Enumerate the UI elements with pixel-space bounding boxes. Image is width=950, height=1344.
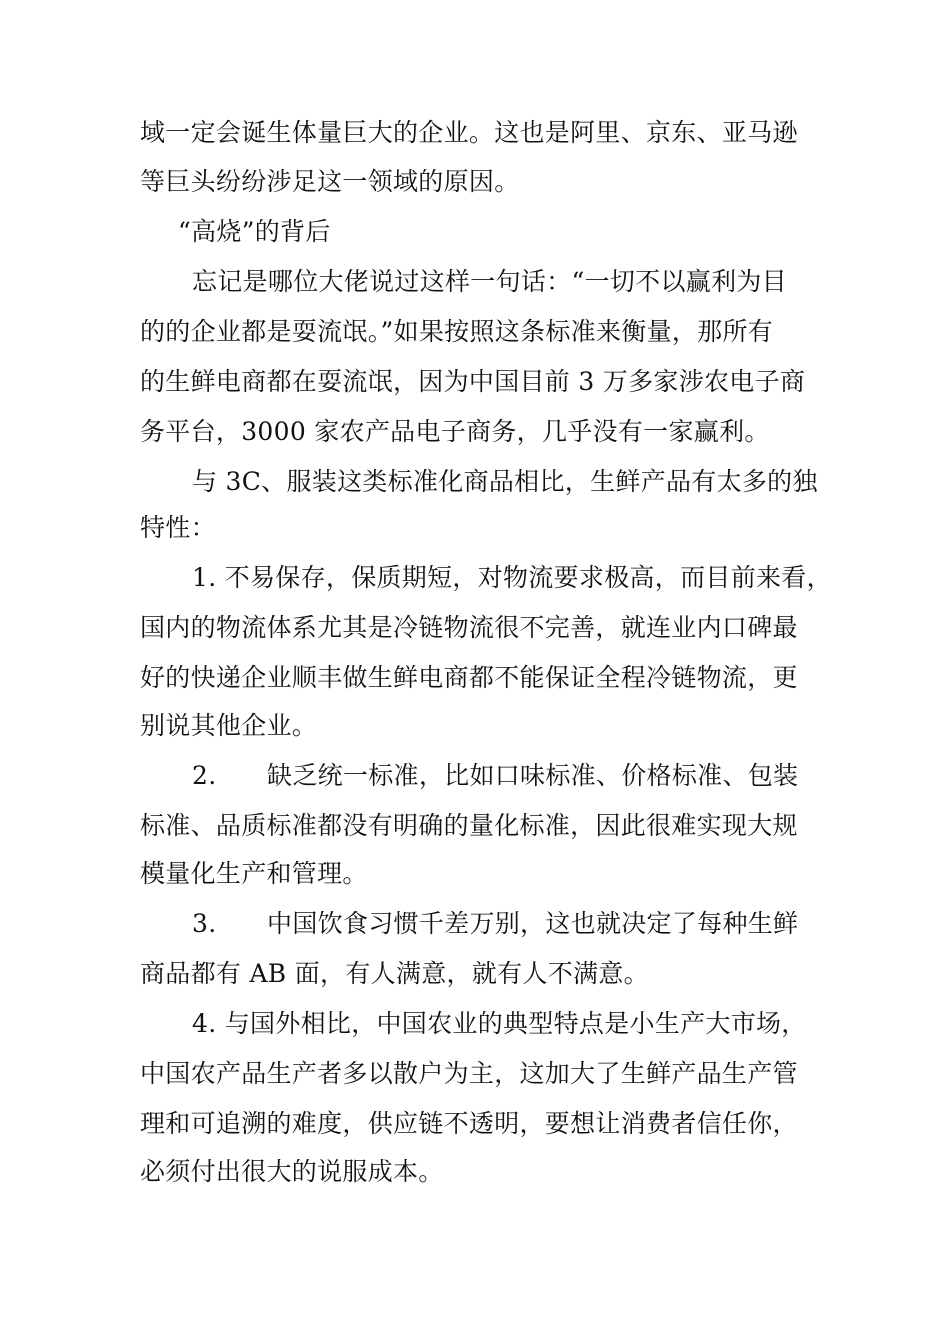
list-item-1: 1. 不易保存，保质期短，对物流要求极高，而目前来看， [192,563,832,592]
text-line: 中国农产品生产者多以散户为主，这加大了生鲜产品生产管 [140,1059,798,1088]
text-line: 别说其他企业。 [140,711,318,740]
text-line: 的的企业都是耍流氓。”如果按照这条标准来衡量，那所有 [140,317,774,346]
text-line: 理和可追溯的难度，供应链不透明，要想让消费者信任你， [140,1109,798,1138]
text-line: 与 3C、服装这类标准化商品相比，生鲜产品有太多的独 [192,467,818,496]
list-item-4: 4. 与国外相比，中国农业的典型特点是小生产大市场， [192,1009,807,1038]
list-item-2: 2. 缺乏统一标准，比如口味标准、价格标准、包装 [192,761,799,790]
text-line: 等巨头纷纷涉足这一领域的原因。 [140,167,520,196]
text-line: 模量化生产和管理。 [140,859,368,888]
text-line: 国内的物流体系尤其是冷链物流很不完善，就连业内口碑最 [140,613,798,642]
list-item-3: 3. 中国饮食习惯千差万别，这也就决定了每种生鲜 [192,909,799,938]
text-line: 标准、品质标准都没有明确的量化标准，因此很难实现大规 [140,811,798,840]
text-line: 的生鲜电商都在耍流氓，因为中国目前 3 万多家涉农电子商 [140,367,806,396]
text-line: 商品都有 AB 面，有人满意，就有人不满意。 [140,959,649,988]
text-line: 必须付出很大的说服成本。 [140,1157,444,1186]
section-heading: “高烧”的背后 [178,217,331,246]
text-line: 特性： [140,513,216,542]
text-line: 好的快递企业顺丰做生鲜电商都不能保证全程冷链物流，更 [140,663,798,692]
text-line: 忘记是哪位大佬说过这样一句话：“一切不以赢利为目 [192,267,787,296]
text-line: 务平台，3000 家农产品电子商务，几乎没有一家赢利。 [140,417,770,446]
text-line: 域一定会诞生体量巨大的企业。这也是阿里、京东、亚马逊 [140,118,798,147]
